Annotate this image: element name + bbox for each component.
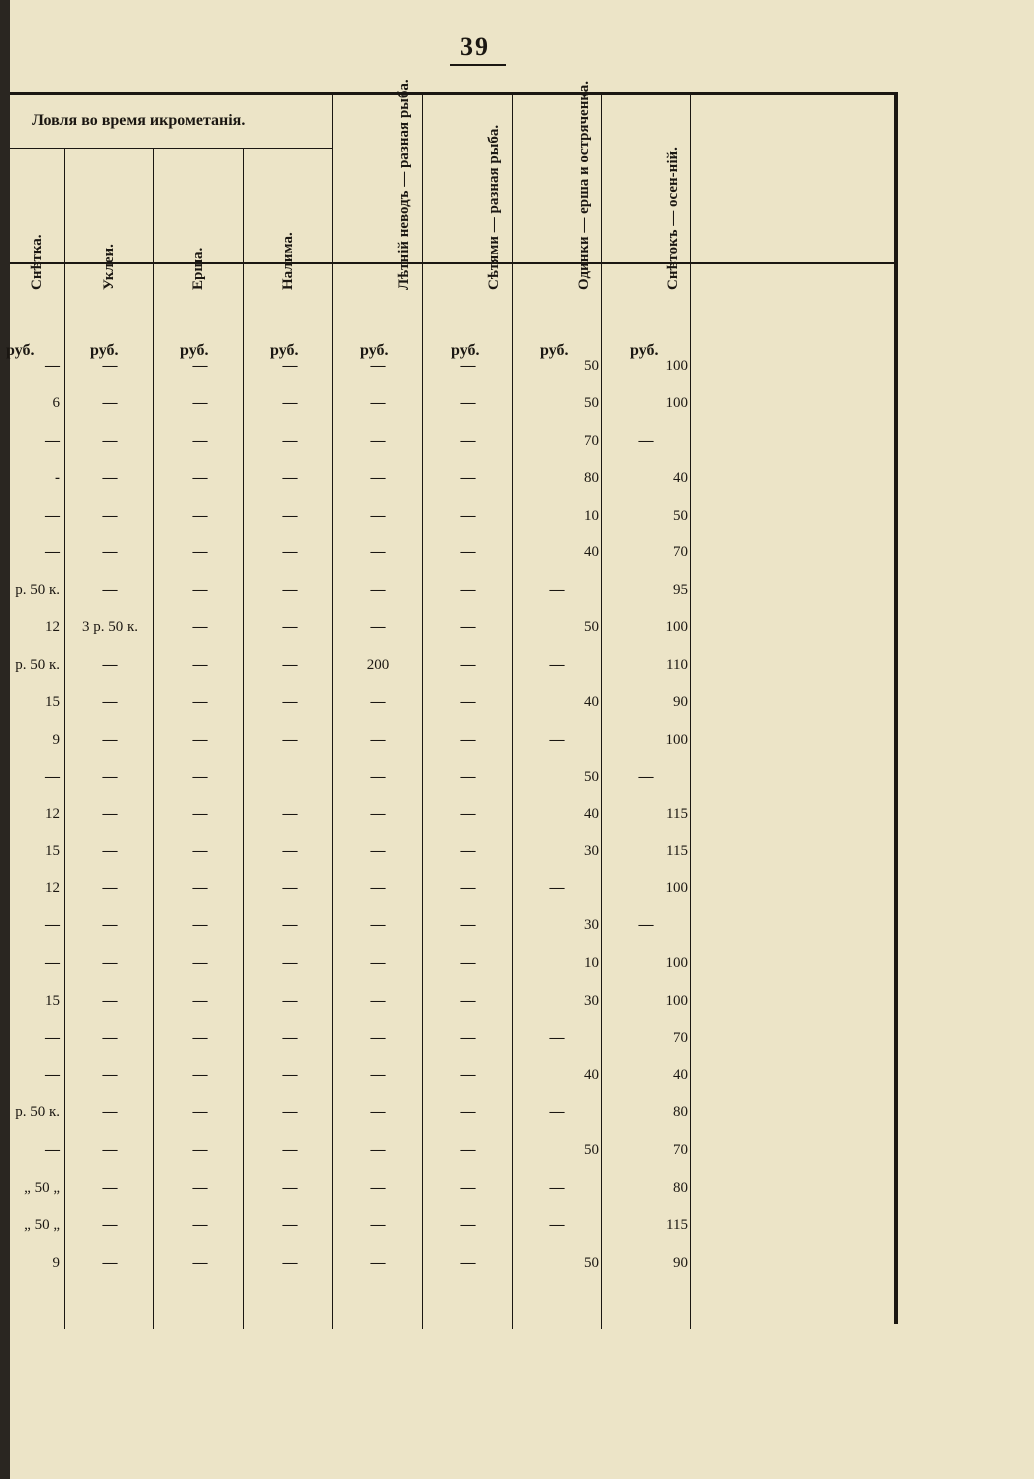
table-cell: — — [460, 843, 476, 859]
table-cell: 50 — [584, 395, 599, 411]
table-cell: 9 — [52, 732, 60, 748]
table-cell: — — [45, 508, 60, 524]
table-cell: — — [102, 657, 118, 673]
table-cell: „ 50 „ — [24, 1217, 60, 1233]
table-cell: — — [45, 544, 60, 560]
table-cell: — — [102, 1142, 118, 1158]
table-cell: — — [549, 1104, 565, 1120]
table-cell: — — [282, 619, 298, 635]
table-cell: — — [549, 582, 565, 598]
unit-label: руб. — [451, 342, 480, 359]
table-cell: — — [549, 657, 565, 673]
table-cell: — — [282, 917, 298, 933]
table-cell: — — [370, 358, 386, 374]
table-cell: — — [460, 1217, 476, 1233]
table-cell: — — [282, 395, 298, 411]
column-header: Снѣтка. — [28, 234, 45, 290]
table-cell: — — [638, 433, 654, 449]
table-cell: — — [192, 433, 208, 449]
table-cell: — — [282, 433, 298, 449]
table-cell: — — [370, 395, 386, 411]
table-cell: — — [102, 508, 118, 524]
table-cell: 70 — [673, 544, 688, 560]
table-cell: — — [282, 806, 298, 822]
table-cell: — — [192, 732, 208, 748]
table-cell: — — [282, 1067, 298, 1083]
table-cell: — — [282, 880, 298, 896]
table-cell: — — [102, 395, 118, 411]
table-cell: — — [102, 1217, 118, 1233]
table-cell: — — [102, 582, 118, 598]
table-cell: — — [460, 395, 476, 411]
unit-label: руб. — [90, 342, 119, 359]
table-cell: „ 50 „ — [24, 1180, 60, 1196]
table-cell: — — [45, 433, 60, 449]
table-cell: — — [102, 806, 118, 822]
table-cell: 100 — [665, 358, 688, 374]
table-cell: 110 — [666, 657, 688, 673]
table-cell: — — [192, 657, 208, 673]
table-cell: — — [460, 433, 476, 449]
table-cell: — — [370, 1067, 386, 1083]
table-cell: — — [370, 582, 386, 598]
table-cell: — — [102, 1104, 118, 1120]
table-cell: 200 — [366, 657, 390, 673]
table-cell: — — [370, 806, 386, 822]
column-header: Одинки — ерша и остряченка. — [575, 80, 592, 290]
table-cell: — — [102, 1030, 118, 1046]
table-cell: — — [638, 917, 654, 933]
table-cell: — — [192, 358, 208, 374]
table-cell: 115 — [666, 1217, 688, 1233]
table-cell: — — [370, 470, 386, 486]
table-cell: 6 — [52, 395, 60, 411]
table-cell: 40 — [673, 470, 688, 486]
table-cell: 100 — [665, 619, 688, 635]
table-cell: р. 50 к. — [15, 582, 60, 598]
table-cell: 50 — [673, 508, 688, 524]
table-cell: — — [45, 1030, 60, 1046]
table-cell: — — [370, 433, 386, 449]
table-cell: — — [192, 1180, 208, 1196]
table-cell: 115 — [666, 806, 688, 822]
table-cell: — — [192, 619, 208, 635]
table-cell: — — [370, 1255, 386, 1271]
table-cell: 15 — [45, 843, 60, 859]
table-cell: — — [370, 619, 386, 635]
table-cell: — — [460, 1180, 476, 1196]
unit-label: руб. — [270, 342, 299, 359]
table-cell: — — [460, 806, 476, 822]
column-divider — [64, 149, 65, 1329]
table-cell: — — [460, 582, 476, 598]
table-cell: — — [192, 769, 208, 785]
table-cell: — — [282, 1217, 298, 1233]
table-cell: — — [282, 694, 298, 710]
table-cell: 15 — [45, 694, 60, 710]
table-cell: — — [102, 1255, 118, 1271]
page-number: 39 — [460, 32, 490, 61]
table-cell: 30 — [584, 917, 599, 933]
table-cell: — — [370, 1142, 386, 1158]
table-cell: — — [102, 433, 118, 449]
table-cell: — — [282, 470, 298, 486]
table-cell: — — [460, 880, 476, 896]
table-cell: — — [460, 358, 476, 374]
table-cell: — — [45, 917, 60, 933]
table-cell: — — [102, 769, 118, 785]
table-cell: 40 — [584, 806, 599, 822]
table-cell: — — [370, 1180, 386, 1196]
table-cell: — — [460, 1142, 476, 1158]
column-header: Сѣтями — разная рыба. — [485, 124, 502, 290]
table-cell: 40 — [584, 694, 599, 710]
unit-label: руб. — [360, 342, 389, 359]
table-cell: — — [460, 1255, 476, 1271]
table-cell: — — [192, 1104, 208, 1120]
table-cell: — — [192, 694, 208, 710]
table-cell: — — [102, 1067, 118, 1083]
table-cell: — — [460, 694, 476, 710]
table-cell: — — [192, 843, 208, 859]
table-cell: 50 — [584, 1255, 599, 1271]
table-cell: — — [549, 1217, 565, 1233]
table-right-rule — [894, 92, 898, 1324]
table-cell: — — [102, 694, 118, 710]
table-cell: 90 — [673, 694, 688, 710]
unit-label: руб. — [630, 342, 659, 359]
table-cell: — — [102, 544, 118, 560]
table-cell: - — [55, 470, 60, 486]
table-cell: — — [192, 993, 208, 1009]
table-cell: 3 р. 50 к. — [81, 619, 139, 635]
table-cell: 50 — [584, 1142, 599, 1158]
table-cell: 115 — [666, 843, 688, 859]
table-cell: — — [282, 955, 298, 971]
table-cell: — — [460, 993, 476, 1009]
table-cell: — — [192, 508, 208, 524]
table-cell: 50 — [584, 358, 599, 374]
table-cell: — — [460, 619, 476, 635]
table-cell: — — [102, 955, 118, 971]
table-cell: — — [192, 955, 208, 971]
table-cell: — — [460, 544, 476, 560]
table-cell: 100 — [665, 732, 688, 748]
table-cell: — — [45, 955, 60, 971]
table-cell: — — [45, 769, 60, 785]
table-cell: — — [370, 880, 386, 896]
table-cell: — — [460, 1104, 476, 1120]
table-cell: — — [460, 955, 476, 971]
table-cell: — — [45, 1067, 60, 1083]
table-cell: — — [460, 732, 476, 748]
table-cell: — — [370, 508, 386, 524]
table-cell: 12 — [45, 619, 60, 635]
table-cell: — — [102, 880, 118, 896]
table-cell: 10 — [584, 955, 599, 971]
table-cell: — — [370, 1217, 386, 1233]
table-cell: — — [282, 1030, 298, 1046]
table-cell: 70 — [673, 1030, 688, 1046]
table-cell: — — [370, 544, 386, 560]
table-cell: — — [549, 880, 565, 896]
unit-label: руб. — [180, 342, 209, 359]
table-cell: — — [192, 470, 208, 486]
table-cell: — — [102, 843, 118, 859]
table-cell: 95 — [673, 582, 688, 598]
column-divider — [243, 149, 244, 1329]
table-cell: 30 — [584, 993, 599, 1009]
table-cell: — — [460, 1030, 476, 1046]
table-cell: — — [102, 1180, 118, 1196]
table-cell: — — [192, 917, 208, 933]
table-cell: — — [192, 806, 208, 822]
table-cell: — — [370, 694, 386, 710]
table-cell: 40 — [584, 1067, 599, 1083]
table-cell: 10 — [584, 508, 599, 524]
table-cell: 80 — [673, 1180, 688, 1196]
table-cell: — — [370, 917, 386, 933]
table-cell: — — [370, 769, 386, 785]
table-cell: — — [282, 1104, 298, 1120]
table-cell: — — [282, 993, 298, 1009]
table-cell: — — [460, 470, 476, 486]
column-header: Лѣтній неводъ — разная рыба. — [395, 79, 412, 290]
table-cell: — — [282, 1142, 298, 1158]
table-cell: — — [192, 1217, 208, 1233]
table-cell: — — [638, 769, 654, 785]
group-title: Ловля во время икрометанія. — [32, 112, 246, 129]
table-cell: — — [460, 1067, 476, 1083]
table-cell: р. 50 к. — [15, 1104, 60, 1120]
table-cell: — — [282, 544, 298, 560]
table-cell: 100 — [665, 955, 688, 971]
column-header: Уклеи. — [100, 244, 117, 290]
table-cell: 15 — [45, 993, 60, 1009]
table-cell: — — [282, 508, 298, 524]
table-cell: — — [282, 582, 298, 598]
table-cell: 40 — [673, 1067, 688, 1083]
table-cell: 100 — [665, 993, 688, 1009]
table-cell: 80 — [584, 470, 599, 486]
table-cell: — — [549, 1180, 565, 1196]
table-cell: — — [370, 843, 386, 859]
table-cell: — — [192, 1255, 208, 1271]
table-cell: 80 — [673, 1104, 688, 1120]
table-cell: — — [549, 1030, 565, 1046]
table-cell: 70 — [673, 1142, 688, 1158]
table-cell: 50 — [584, 619, 599, 635]
table-cell: 50 — [584, 769, 599, 785]
table-cell: — — [460, 657, 476, 673]
table-cell: — — [192, 1142, 208, 1158]
table-cell: — — [282, 843, 298, 859]
column-header: Налима. — [279, 232, 296, 290]
table-cell: — — [282, 358, 298, 374]
table-cell: — — [549, 732, 565, 748]
table-cell: 12 — [45, 806, 60, 822]
table-cell: р. 50 к. — [15, 657, 60, 673]
table-cell: — — [282, 1180, 298, 1196]
table-cell: — — [102, 732, 118, 748]
table-cell: — — [45, 358, 60, 374]
column-header: Ерша. — [189, 247, 206, 290]
table-cell: — — [370, 955, 386, 971]
table-cell: — — [370, 1030, 386, 1046]
table-cell: — — [102, 470, 118, 486]
table-cell: — — [192, 880, 208, 896]
table-cell: — — [192, 544, 208, 560]
table-cell: — — [370, 993, 386, 1009]
table-cell: — — [282, 1255, 298, 1271]
unit-label: руб. — [6, 342, 35, 359]
table-cell: — — [282, 657, 298, 673]
table-cell: 100 — [665, 395, 688, 411]
column-header: Снѣтокъ — осен-ній. — [664, 147, 681, 290]
table-cell: — — [282, 732, 298, 748]
table-cell: — — [192, 1067, 208, 1083]
table-cell: — — [192, 1030, 208, 1046]
column-divider — [153, 149, 154, 1329]
unit-label: руб. — [540, 342, 569, 359]
table-cell: — — [102, 917, 118, 933]
table-cell: 100 — [665, 880, 688, 896]
table-cell: — — [460, 769, 476, 785]
table-cell: 40 — [584, 544, 599, 560]
table-cell: 30 — [584, 843, 599, 859]
table-cell: — — [192, 395, 208, 411]
table-cell: — — [370, 1104, 386, 1120]
column-divider — [332, 94, 333, 1329]
table-cell: 12 — [45, 880, 60, 896]
table-cell: — — [45, 1142, 60, 1158]
table-cell: 90 — [673, 1255, 688, 1271]
table-cell: — — [460, 917, 476, 933]
table-cell: 70 — [584, 433, 599, 449]
table-cell: — — [192, 582, 208, 598]
table-cell: — — [102, 993, 118, 1009]
table-cell: 9 — [52, 1255, 60, 1271]
table-cell: — — [370, 732, 386, 748]
table-cell: — — [460, 508, 476, 524]
table-cell: — — [102, 358, 118, 374]
